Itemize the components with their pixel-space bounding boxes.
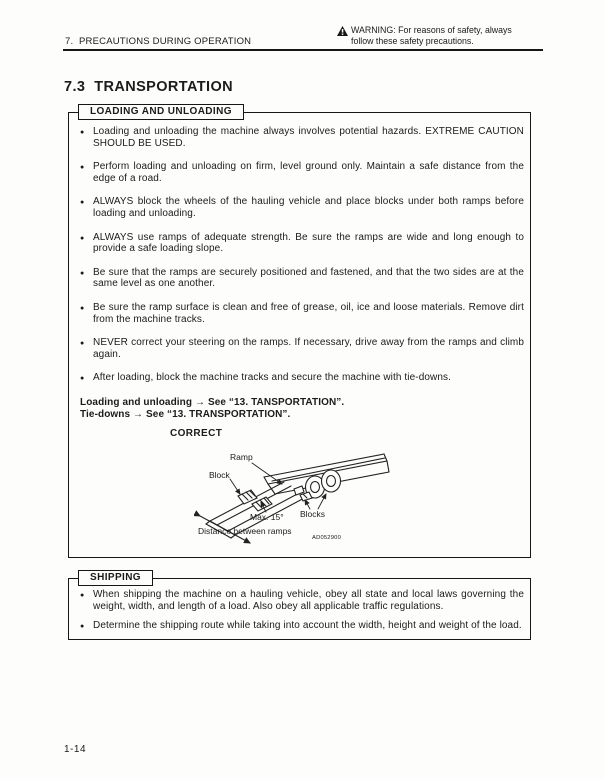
bullet-text: Be sure the ramp surface is clean and free of grease, oil, ice and loose materials. Remove dirt from the machine tracks. xyxy=(93,301,524,325)
bullet-icon: ● xyxy=(80,199,85,207)
list-item xyxy=(80,337,524,360)
loading-section-label: LOADING AND UNLOADING xyxy=(78,104,244,120)
loading-and-unloading-box xyxy=(68,106,531,558)
bullet-icon: ● xyxy=(80,164,85,172)
page-number: 1-14 xyxy=(64,744,87,755)
reference-line: Tie-downs → See “13. TRANSPORTATION”. xyxy=(80,408,291,420)
bullet-icon: ● xyxy=(80,234,85,242)
bullet-text: ALWAYS block the wheels of the hauling vehicle and place blocks under both ramps before loading and unloading. xyxy=(93,196,524,219)
figure-code: AD052900 xyxy=(312,535,341,542)
warning-line-2: follow these safety precautions. xyxy=(351,35,474,46)
bullet-text: When shipping the machine on a hauling vehicle, obey all state and local laws governing the weight, width, and length of a load. Also obey all applicable traffic regulations. xyxy=(93,589,524,612)
bullet-icon: ● xyxy=(80,304,85,312)
bullet-icon: ● xyxy=(80,269,85,277)
reference-line: Loading and unloading → See “13. TANSPORTATION”. xyxy=(80,396,345,408)
blocks-label: Blocks xyxy=(300,509,326,520)
bullet-icon: ● xyxy=(80,623,85,631)
bullet-icon: ● xyxy=(80,375,85,383)
list-item xyxy=(80,302,524,325)
header-warning xyxy=(337,25,551,46)
shipping-section-label: SHIPPING xyxy=(78,570,153,586)
warning-triangle-icon xyxy=(337,26,348,46)
list-item xyxy=(80,196,524,219)
header-rule xyxy=(63,49,543,51)
ramp-label: Ramp xyxy=(230,452,253,463)
bullet-text: ALWAYS use ramps of adequate strength. Be sure the ramps are wide and long enough to provide a safe loading slope. xyxy=(93,231,524,255)
bullet-text: Loading and unloading the machine always involves potential hazards. EXTREME CAUTION SHOULD BE USED. xyxy=(93,126,524,149)
loading-diagram xyxy=(194,447,474,559)
list-item xyxy=(80,267,524,290)
figure-caption: CORRECT xyxy=(170,428,223,440)
list-item xyxy=(80,372,524,385)
header-section-title: 7. PRECAUTIONS DURING OPERATION xyxy=(65,36,252,47)
bullet-icon: ● xyxy=(80,592,85,599)
bullet-text: Be sure that the ramps are securely positioned and fastened, and that the two sides are at the same level as one another. xyxy=(93,266,524,290)
cross-references xyxy=(80,397,524,420)
warning-text xyxy=(351,25,512,46)
bullet-text: After loading, block the machine tracks and secure the machine with tie-downs. xyxy=(93,372,451,384)
list-item xyxy=(80,620,524,633)
bullet-icon: ● xyxy=(80,340,85,348)
bullet-text: Perform loading and unloading on firm, level ground only. Maintain a safe distance from the edge of a road. xyxy=(93,161,524,184)
bullet-text: Determine the shipping route while taking into account the width, height and weight of the load. xyxy=(93,620,522,632)
list-item xyxy=(80,589,524,612)
list-item xyxy=(80,232,524,255)
shipping-box xyxy=(68,572,531,640)
warning-line-1: WARNING: For reasons of safety, always xyxy=(351,25,512,35)
bullet-icon: ● xyxy=(80,129,85,136)
list-item xyxy=(80,161,524,184)
block-label: Block xyxy=(209,470,230,481)
list-item xyxy=(80,126,524,149)
distance-label: Distance between ramps xyxy=(198,526,292,537)
page-title: 7.3 TRANSPORTATION xyxy=(64,79,233,95)
bullet-text: NEVER correct your steering on the ramps. If necessary, drive away from the ramps and climb again. xyxy=(93,337,524,360)
max-angle-label: Max. 15° xyxy=(250,512,284,523)
